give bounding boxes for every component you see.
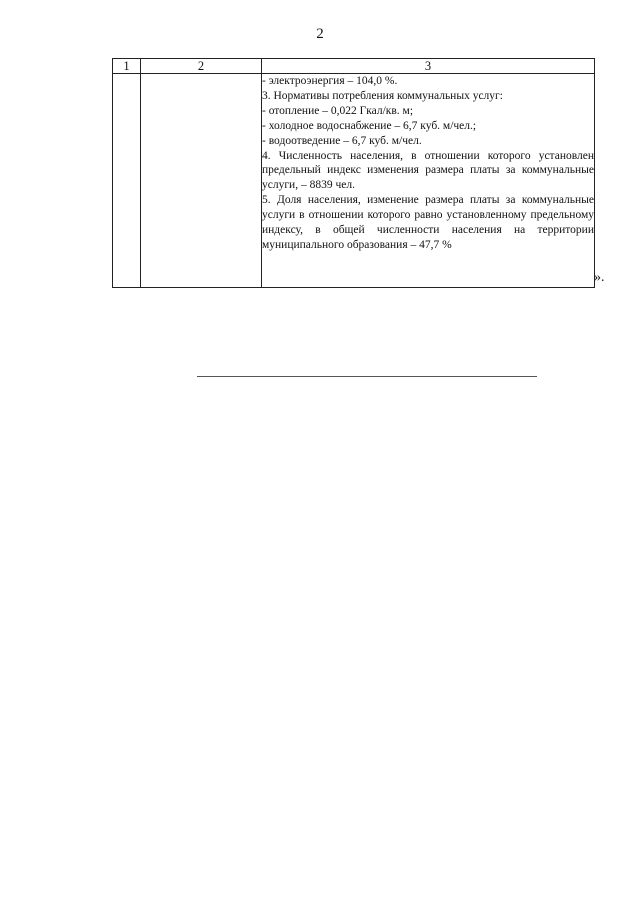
separator-line bbox=[197, 376, 537, 377]
table-row bbox=[113, 74, 595, 288]
line-electricity: - электроэнергия – 104,0 %. bbox=[262, 75, 398, 87]
data-table bbox=[112, 58, 595, 288]
line-cold-water: - холодное водоснабжение – 6,7 куб. м/чел.; bbox=[262, 119, 477, 132]
closing-quote: ». bbox=[594, 270, 605, 285]
line-population-share: 5. Доля населения, изменение размера платы за коммунальные услуги в отношении которого равно установленному предельному индексу, в общей численности населения на территории муниципального образования – 47,7 % bbox=[262, 194, 594, 251]
column-header-1: 1 bbox=[113, 59, 141, 74]
line-population-count: 4. Численность населения, в отношении которого установлен предельный индекс изменения размера платы за коммунальные услуги, – 8839 чел. bbox=[262, 149, 594, 192]
column-header-3: 3 bbox=[262, 59, 595, 74]
line-consumption-norms-heading: 3. Нормативы потребления коммунальных услуг: bbox=[262, 89, 503, 102]
page-number: 2 bbox=[316, 26, 324, 42]
line-sewerage: - водоотведение – 6,7 куб. м/чел. bbox=[262, 134, 422, 147]
cell-col-3 bbox=[262, 74, 595, 288]
column-header-2: 2 bbox=[141, 59, 262, 74]
cell-col-2 bbox=[141, 74, 262, 288]
cell-col-1 bbox=[113, 74, 141, 288]
line-heating: - отопление – 0,022 Гкал/кв. м; bbox=[262, 104, 414, 117]
table-header-row bbox=[113, 59, 595, 74]
